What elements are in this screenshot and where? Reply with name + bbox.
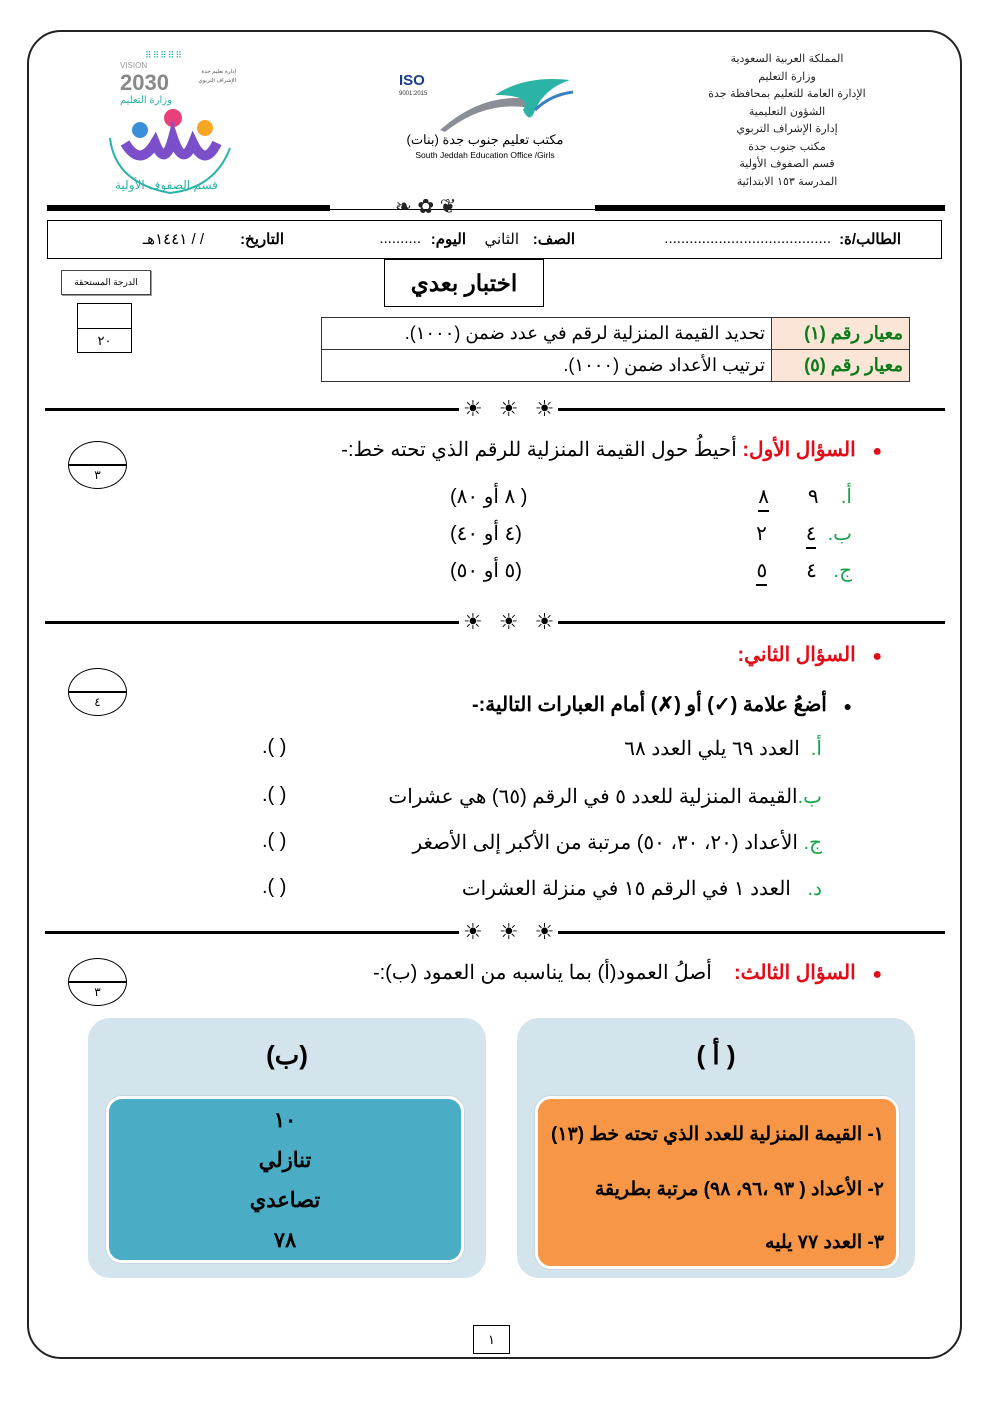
office-name-ar: مكتب تعليم جنوب جدة (بنات) [406, 132, 564, 147]
q3-instruction: أصلُ العمود(أ) بما يناسبه من العمود (ب):- [372, 962, 712, 984]
q1-item [756, 558, 852, 583]
bullet-icon: ● [872, 648, 882, 665]
column-a-item[interactable]: ٢- الأعداد ( ٩٣ ،٩٦، ٩٨) مرتبة بطريقة [594, 1179, 884, 1200]
answer-blank[interactable]: .( ) [262, 736, 287, 758]
bullet-icon: ● [872, 443, 882, 460]
q1-instruction: أحيطُ حول القيمة المنزلية للرقم الذي تحته خط:- [341, 439, 737, 461]
q2-item [412, 830, 822, 855]
q3-score: ٣ [94, 985, 101, 999]
column-b-item[interactable]: تصاعدي [249, 1189, 321, 1212]
q2-title: السؤال الثاني: [737, 644, 856, 666]
stars-ornament: ☀ ☀ ☀ [459, 921, 558, 943]
date-field[interactable]: / / ١٤٤١هـ [142, 231, 204, 248]
stars-ornament: ☀ ☀ ☀ [459, 611, 558, 633]
q2-instruction: أضعُ علامة (✓) أو (✗) أمام العبارات التالية:- [471, 694, 827, 716]
item-letter: ج. [803, 832, 822, 854]
student-name-field[interactable]: ........................................ [664, 230, 831, 247]
vision-text: VISION [120, 61, 148, 70]
q1-options[interactable]: (٤ أو ٤٠) [450, 523, 522, 545]
q1-score: ٣ [94, 468, 101, 482]
exam-title: اختبار بعدي [384, 259, 544, 307]
statement: العدد ٦٩ يلي العدد ٦٨ [624, 738, 800, 760]
criteria-table [321, 317, 910, 382]
digit: ٩ [807, 486, 819, 508]
grade-earned[interactable] [78, 304, 131, 329]
answer-blank[interactable]: .( ) [262, 830, 287, 852]
q1-item [758, 484, 852, 509]
stars-ornament: ☀ ☀ ☀ [459, 398, 558, 420]
column-a-header: ( أ ) [696, 1040, 736, 1070]
q1-options[interactable]: (٥ أو ٥٠) [450, 560, 522, 582]
underlined-digit: ٥ [756, 560, 767, 586]
page-number: ١ [473, 1325, 510, 1354]
q2-instruction-row [472, 692, 852, 717]
underlined-digit: ٤ [806, 523, 817, 549]
column-b-item[interactable]: ١٠ [273, 1109, 297, 1132]
column-b-header: (ب) [266, 1040, 308, 1070]
date-label: التاريخ: [240, 231, 284, 248]
vision-year: 2030 [120, 70, 169, 95]
header-line: الإدارة العامة للتعليم بمحافظة جدة [708, 87, 866, 100]
item-letter: ج. [833, 560, 852, 582]
iso-mark: ISO [399, 72, 425, 89]
q1-title: السؤال الأول: [742, 439, 856, 461]
q1-heading [341, 437, 882, 462]
ministry-logo-text: وزارة التعليم [120, 95, 172, 106]
criteria-text: تحديد القيمة المنزلية لرقم في عدد ضمن (١٠٠٠). [322, 318, 772, 350]
column-a-item[interactable]: ١- القيمة المنزلية للعدد الذي تحته خط (١٣) [551, 1124, 884, 1145]
statement: الأعداد (٢٠، ٣٠، ٥٠) مرتبة من الأكبر إلى الأصغر [412, 832, 798, 854]
q3-score-circle [68, 958, 127, 1006]
criteria-text: ترتيب الأعداد ضمن (١٠٠٠). [322, 350, 772, 382]
iso-sub: 9001:2015 [399, 91, 428, 97]
grade-box [77, 303, 132, 353]
criteria-label: معيار رقم (٥) [772, 350, 910, 382]
header-line: المدرسة ١٥٣ الابتدائية [736, 174, 838, 188]
grade-label: الدرجة المستحقة [61, 270, 151, 295]
item-letter: ب. [797, 786, 822, 808]
q3-title: السؤال الثالث: [734, 962, 856, 984]
item-letter: ب. [827, 523, 852, 545]
q2-heading [738, 642, 883, 667]
column-a-box [535, 1096, 899, 1269]
q1-options[interactable]: ( ٨ أو ٨٠) [450, 486, 528, 508]
q2-item [388, 784, 822, 809]
vision-2030-logo: ⠿⠿⠿⠿⠿ VISION 2030 وزارة التعليم إدارة تعليم جدة الإشراف التربوي قسم الصفوف الأولية [100, 50, 240, 200]
header-line: وزارة التعليم [758, 69, 816, 83]
statement: القيمة المنزلية للعدد ٥ في الرقم (٦٥) هي عشرات [388, 786, 798, 808]
statement: العدد ١ في الرقم ١٥ في منزلة العشرات [461, 878, 791, 900]
office-name-en: South Jeddah Education Office /Girls [415, 150, 555, 160]
underlined-digit: ٨ [758, 486, 769, 512]
grade-total: ٢٠ [97, 333, 112, 348]
column-a-item[interactable]: ٣- العدد ٧٧ يليه [765, 1232, 884, 1253]
ornament-icon: ❧ ✿ ❦ [395, 196, 457, 218]
book-wave-icon [435, 70, 575, 132]
criteria-row [322, 318, 910, 350]
column-b-box [106, 1096, 464, 1263]
q2-item [624, 736, 822, 761]
jeddah-logo-text: إدارة تعليم جدة الإشراف التربوي [198, 69, 236, 84]
dept-logo-text: قسم الصفوف الأولية [115, 178, 218, 192]
column-b-item[interactable]: ٧٨ [273, 1229, 297, 1252]
digit: ٢ [756, 523, 767, 545]
day-label: اليوم: [430, 231, 466, 248]
header-line: الشؤون التعليمية [748, 104, 826, 118]
class-label: الصف: [532, 231, 575, 248]
header-line: إدارة الإشراف التربوي [736, 122, 838, 135]
header-line: قسم الصفوف الأولية [739, 157, 835, 170]
student-info-box [47, 220, 942, 259]
q2-score-circle [68, 668, 127, 716]
digit: ٤ [806, 560, 817, 582]
header-divider-thin [330, 209, 595, 210]
criteria-label: معيار رقم (١) [772, 318, 910, 350]
header-line: مكتب جنوب جدة [748, 139, 826, 153]
item-letter: أ. [840, 486, 852, 508]
bullet-icon: ● [843, 698, 852, 714]
header-divider-left [47, 205, 330, 211]
student-label: الطالب/ة: [839, 231, 901, 248]
header-line: المملكة العربية السعودية [730, 52, 844, 65]
header-divider-right [595, 205, 945, 211]
q2-item [462, 876, 822, 901]
answer-blank[interactable]: .( ) [262, 784, 287, 806]
criteria-row [322, 350, 910, 382]
q2-score: ٤ [94, 695, 101, 709]
day-field[interactable]: .......... [379, 230, 421, 247]
q3-heading [373, 960, 882, 985]
bullet-icon: ● [872, 966, 882, 983]
class-value: الثاني [484, 231, 519, 248]
q1-score-circle [68, 441, 127, 489]
item-letter: د. [807, 878, 822, 900]
education-office-logo [395, 70, 580, 165]
q1-item [756, 521, 852, 546]
item-letter: أ. [810, 738, 822, 760]
ministry-header [702, 50, 872, 190]
answer-blank[interactable]: .( ) [262, 876, 287, 898]
column-b-item[interactable]: تنازلي [258, 1149, 312, 1172]
